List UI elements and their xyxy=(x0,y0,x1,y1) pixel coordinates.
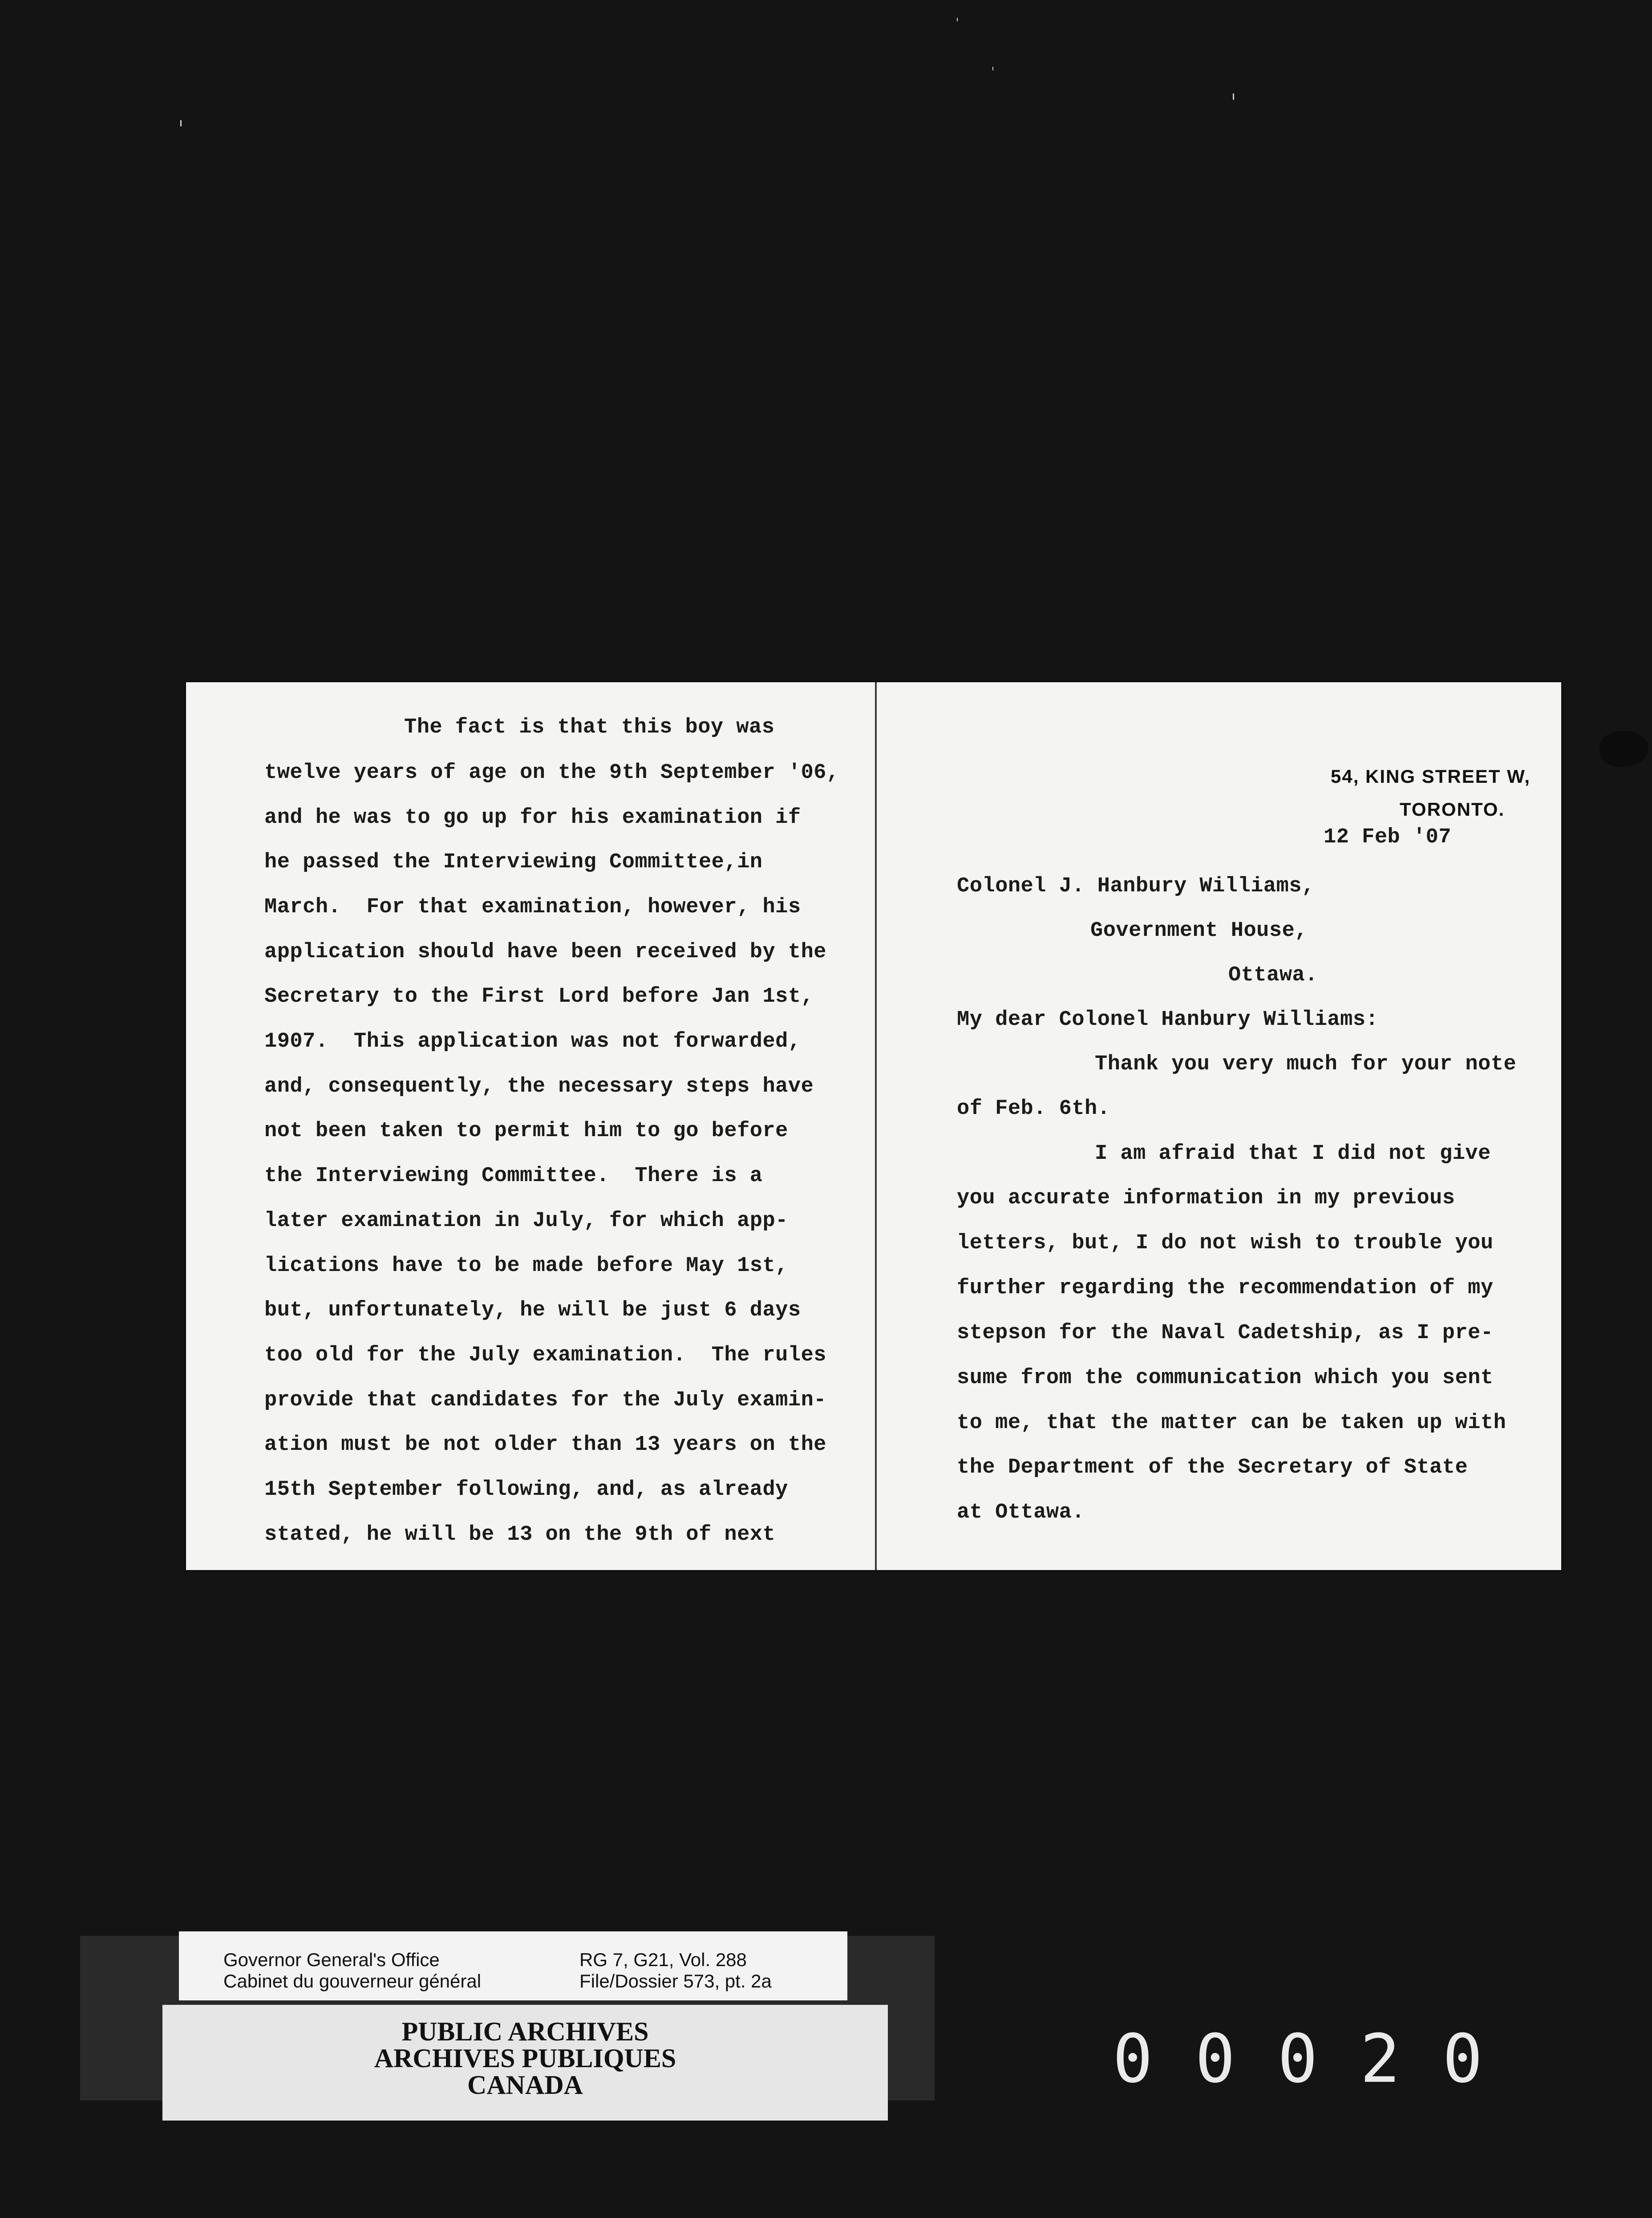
left-line: twelve years of age on the 9th September '06, xyxy=(264,761,839,785)
address-city: TORONTO. xyxy=(1400,799,1505,820)
body-line: at Ottawa. xyxy=(957,1501,1085,1524)
left-line: 15th September following, and, as already xyxy=(264,1478,788,1502)
letter-page-right xyxy=(875,682,1561,1570)
body-line: the Department of the Secretary of State xyxy=(957,1456,1468,1479)
left-line: and he was to go up for his examination if xyxy=(264,806,801,830)
letter-page-left xyxy=(186,682,875,1570)
recipient-line: Government House, xyxy=(1090,919,1308,943)
letter-sheet xyxy=(186,682,1561,1570)
address-street: 54, KING STREET W, xyxy=(1331,766,1531,787)
left-line: lications have to be made before May 1st, xyxy=(264,1254,788,1278)
left-line: Secretary to the First Lord before Jan 1st, xyxy=(264,985,814,1008)
body-line: you accurate information in my previous xyxy=(957,1186,1455,1210)
body-line: of Feb. 6th. xyxy=(957,1097,1110,1121)
body-line: stepson for the Naval Cadetship, as I pre- xyxy=(957,1321,1494,1345)
left-line: The fact is that this boy was xyxy=(404,716,775,739)
left-line: and, consequently, the necessary steps have xyxy=(264,1075,814,1098)
office-en: Governor General's Office xyxy=(223,1949,440,1970)
stamp-french: ARCHIVES PUBLIQUES xyxy=(374,2044,676,2073)
left-line: he passed the Interviewing Committee,in xyxy=(264,850,763,874)
body-line: further regarding the recommendation of my xyxy=(957,1276,1494,1300)
recipient-line: Ottawa. xyxy=(1228,963,1318,987)
body-line: I am afraid that I did not give xyxy=(1095,1142,1491,1166)
left-line: too old for the July examination. The rules xyxy=(264,1344,827,1367)
left-line: not been taken to permit him to go before xyxy=(264,1119,788,1143)
stamp-english: PUBLIC ARCHIVES xyxy=(401,2017,649,2046)
salutation: My dear Colonel Hanbury Williams: xyxy=(957,1008,1379,1032)
left-line: ation must be not older than 13 years on the xyxy=(264,1433,827,1457)
recipient-line: Colonel J. Hanbury Williams, xyxy=(957,874,1315,898)
body-line: Thank you very much for your note xyxy=(1095,1052,1517,1076)
frame-counter: 00020 xyxy=(1113,2020,1525,2098)
left-line: 1907. This application was not forwarded, xyxy=(264,1030,801,1053)
body-line: letters, but, I do not wish to trouble you xyxy=(957,1231,1494,1255)
left-line: later examination in July, for which app- xyxy=(264,1209,788,1233)
stamp-country: CANADA xyxy=(467,2070,583,2100)
letter-date: 12 Feb '07 xyxy=(1324,826,1452,849)
reference-volume: RG 7, G21, Vol. 288 xyxy=(579,1949,747,1970)
reference-file: File/Dossier 573, pt. 2a xyxy=(579,1971,772,1991)
left-line: provide that candidates for the July examin- xyxy=(264,1388,827,1412)
left-line: but, unfortunately, he will be just 6 days xyxy=(264,1299,801,1322)
left-line: March. For that examination, however, his xyxy=(264,895,801,919)
left-line: the Interviewing Committee. There is a xyxy=(264,1164,763,1188)
ink-blot xyxy=(1599,731,1648,767)
office-fr: Cabinet du gouverneur général xyxy=(223,1971,482,1991)
archive-reference-label xyxy=(179,1931,847,2000)
body-line: to me, that the matter can be taken up with xyxy=(957,1411,1506,1435)
body-line: sume from the communication which you sent xyxy=(957,1366,1494,1390)
left-line: stated, he will be 13 on the 9th of next xyxy=(264,1523,776,1546)
public-archives-stamp xyxy=(162,2005,888,2121)
left-line: application should have been received by the xyxy=(264,940,827,964)
